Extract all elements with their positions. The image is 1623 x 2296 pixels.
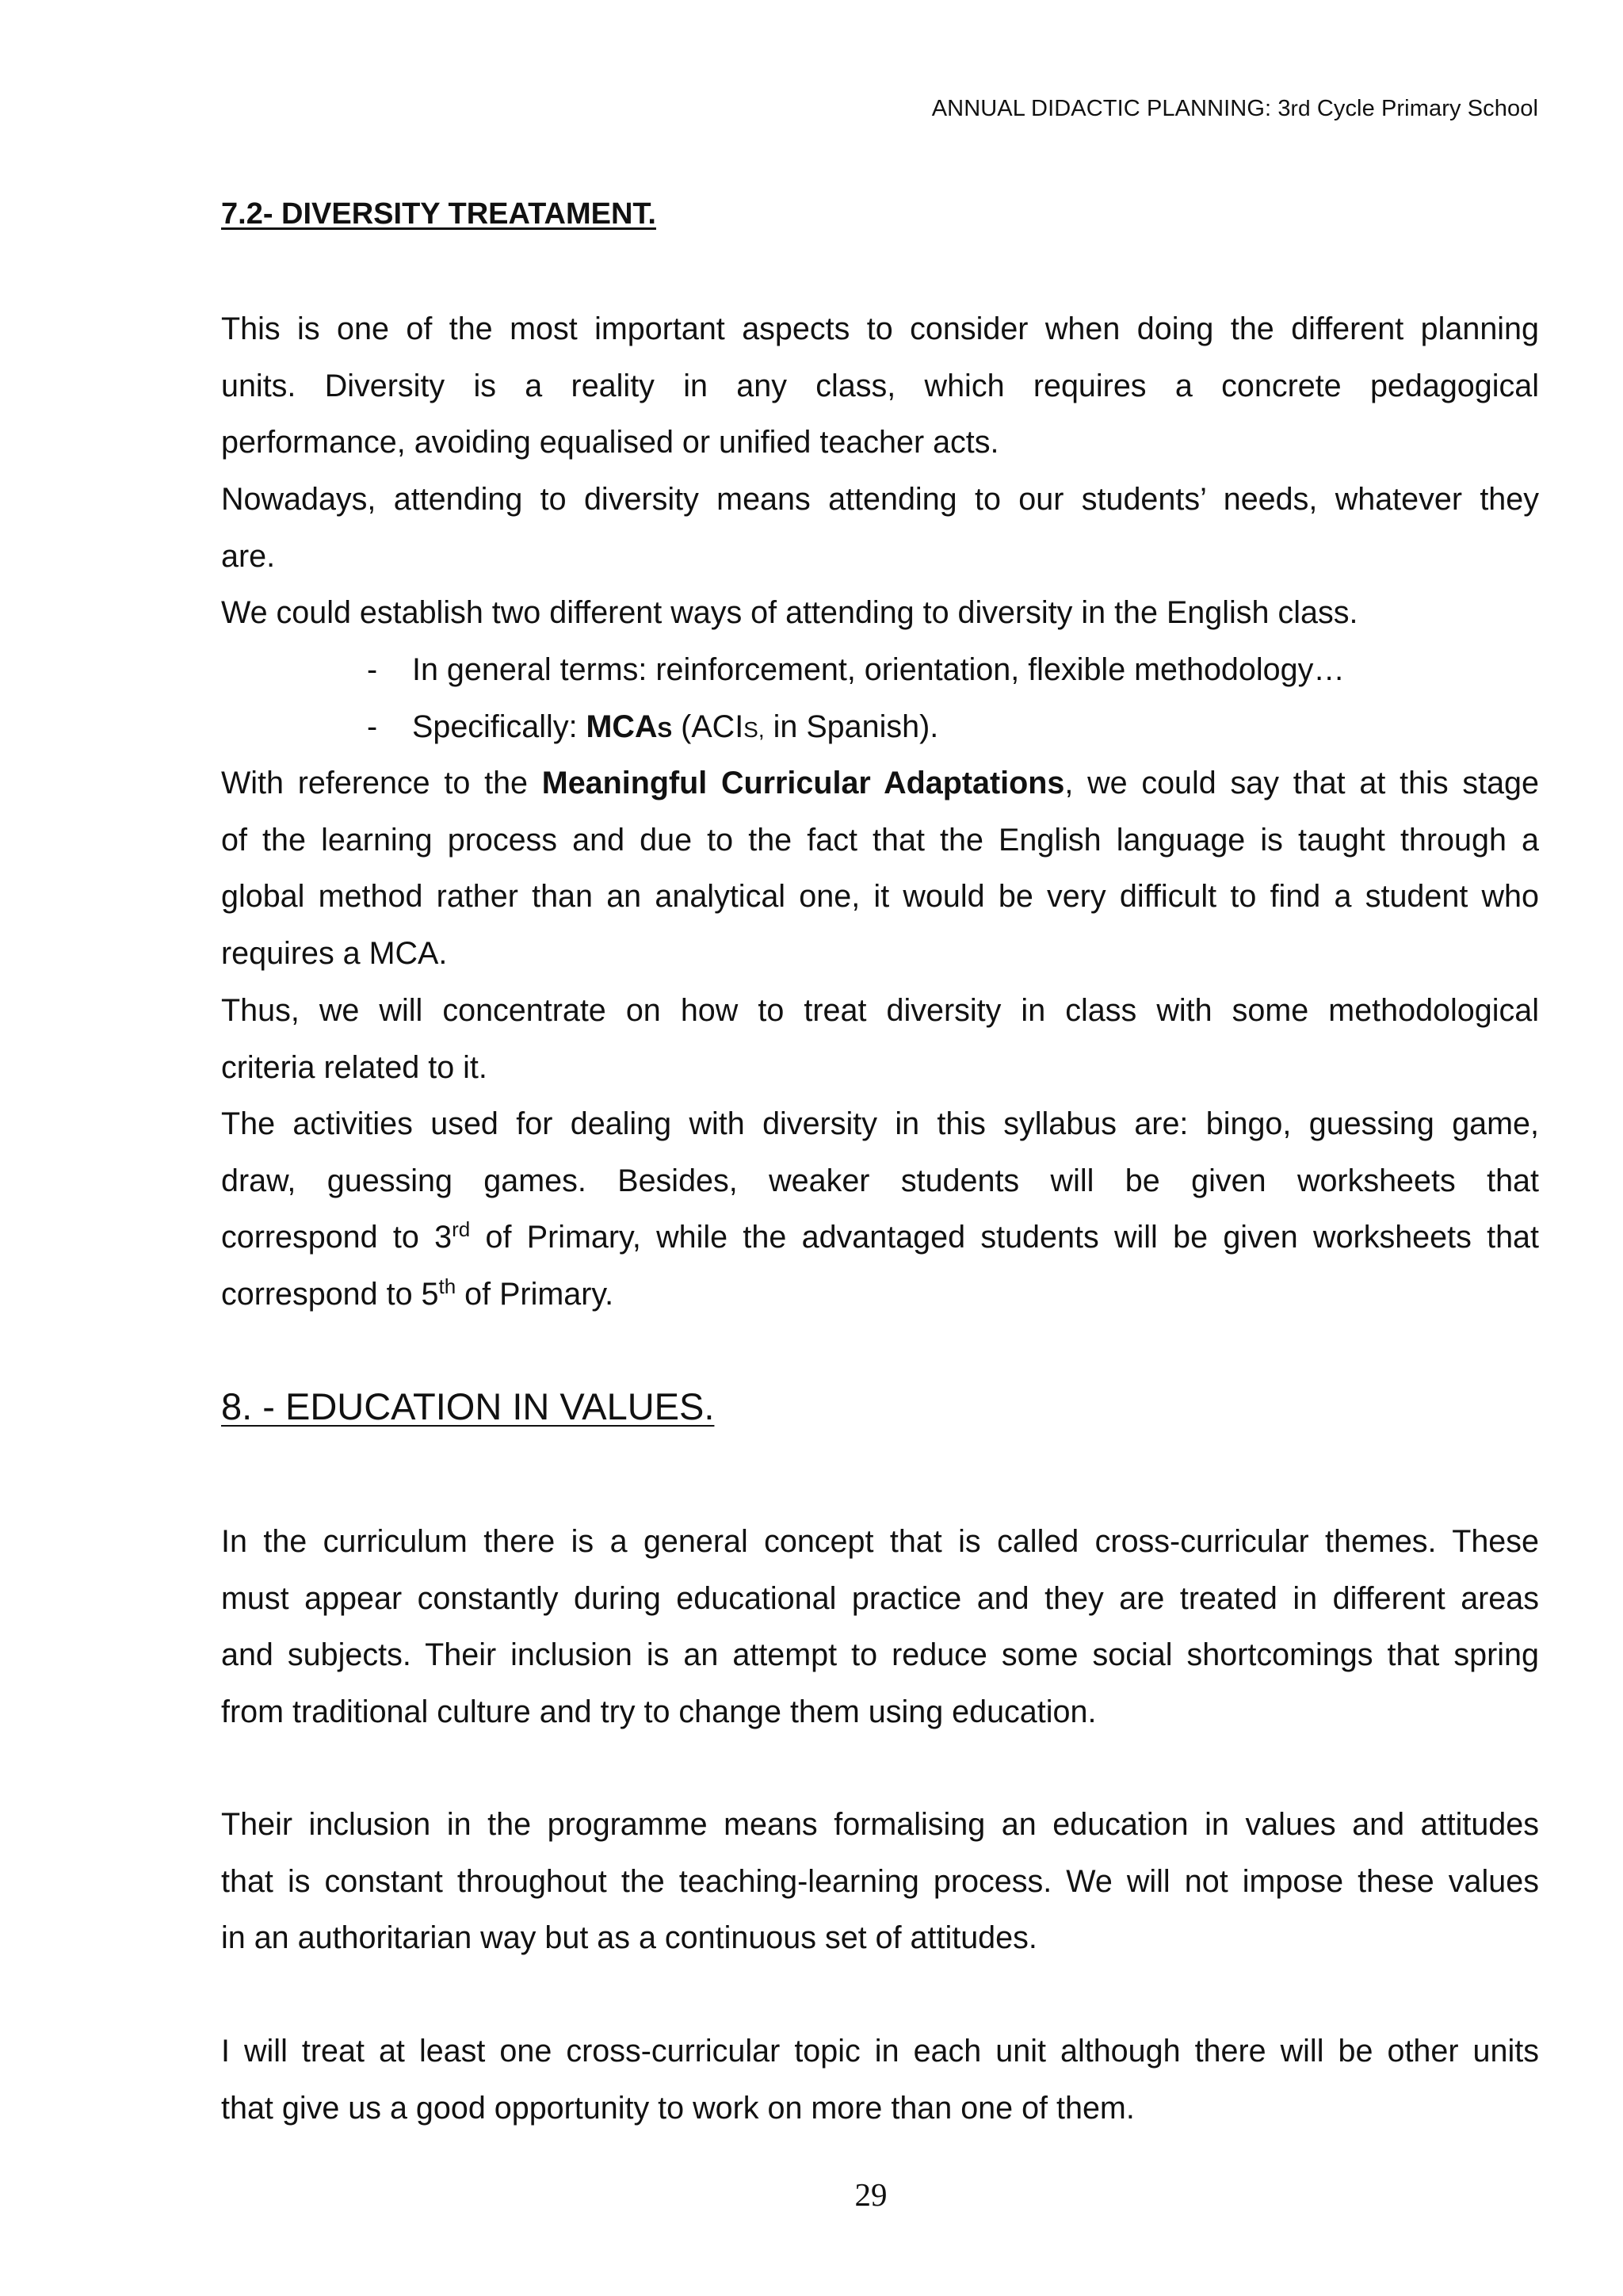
paragraph-diversity-intro (221, 301, 1539, 472)
header-title: ANNUAL DIDACTIC PLANNING: 3 (931, 96, 1291, 121)
bold-mca: MCA (586, 709, 658, 744)
text-line: Nowadays, attending to diversity means attending to our students’ needs, whatever they (221, 482, 1539, 517)
paragraph-thus (221, 983, 1539, 1096)
bullet-dash: - (367, 652, 378, 687)
text-line: global method rather than an analytical one, it would be very difficult to find a student who (221, 879, 1539, 915)
text-line: from traditional culture and try to change them using education. (221, 1694, 1097, 1730)
text-run: correspond to 3 (221, 1220, 453, 1255)
paragraph-curriculum (221, 1514, 1539, 1741)
header-title-rd: rd (1290, 96, 1311, 120)
text-line: draw, guessing games. Besides, weaker students will be given worksheets that (221, 1163, 1539, 1198)
bold-mca-term: Meaningful Curricular Adaptations (541, 766, 1065, 800)
header-title-tail: Cycle Primary School (1310, 96, 1538, 121)
paragraph-activities (221, 1096, 1539, 1324)
list-item-text: in Spanish). (764, 709, 939, 744)
text-line: requires a MCA. (221, 936, 448, 972)
list-item-text: (ACI (672, 709, 744, 744)
paragraph-inclusion (221, 1797, 1539, 1967)
text-line: of the learning process and due to the fact that the English language is taught through a (221, 822, 1539, 858)
bold-mca-suffix: S (657, 717, 673, 742)
section-heading-values: 8. - EDUCATION IN VALUES. (221, 1385, 715, 1427)
text-line: We could establish two different ways of attending to diversity in the English class. (221, 595, 1358, 630)
paragraph-two-ways (221, 585, 1539, 642)
text-line (221, 755, 1539, 812)
list-item-small: S, (743, 717, 765, 742)
bullet-dash: - (367, 709, 378, 744)
paragraph-cross-curricular (221, 2023, 1539, 2137)
text-line: criteria related to it. (221, 1049, 487, 1085)
text-run: of Primary. (456, 1277, 614, 1312)
list-item-text: Specifically: (412, 709, 586, 744)
text-line: are. (221, 538, 276, 574)
text-line: Thus, we will concentrate on how to treat diversity in class with some methodological (221, 993, 1539, 1028)
list-item-text: In general terms: reinforcement, orientation, flexible methodology… (412, 652, 1345, 687)
text-line: The activities used for dealing with diversity in this syllabus are: bingo, guessing game, (221, 1106, 1539, 1141)
section-heading-diversity: 7.2- DIVERSITY TREATAMENT. (221, 197, 656, 231)
text-line: that give us a good opportunity to work on more than one of them. (221, 2090, 1135, 2126)
text-line (221, 1266, 1539, 1324)
text-line: This is one of the most important aspects to consider when doing the different planning (221, 311, 1539, 346)
running-header (932, 96, 1538, 122)
text-line: that is constant throughout the teaching-learning process. We will not impose these values (221, 1863, 1539, 1899)
text-line: I will treat at least one cross-curricular topic in each unit although there will be other units (221, 2034, 1539, 2069)
text-line: and subjects. Their inclusion is an attempt to reduce some social shortcomings that spring (221, 1637, 1539, 1673)
text-run: , we could say that at this stage (1064, 766, 1539, 800)
text-line: In the curriculum there is a general concept that is called cross-curricular themes. These (221, 1524, 1539, 1559)
paragraph-mca (221, 755, 1539, 983)
text-line: performance, avoiding equalised or unified teacher acts. (221, 425, 999, 460)
text-run: of Primary, while the advantaged students will be given worksheets that (470, 1220, 1539, 1255)
page-number: 29 (854, 2176, 888, 2213)
superscript: th (438, 1274, 456, 1298)
list-item-specifically (367, 699, 938, 758)
text-line (221, 1209, 1539, 1266)
text-run: With reference to the (221, 766, 542, 800)
text-run: correspond to 5 (221, 1277, 439, 1312)
text-line: in an authoritarian way but as a continuous set of attitudes. (221, 1920, 1037, 1956)
text-line: Their inclusion in the programme means formalising an education in values and attitudes (221, 1807, 1539, 1842)
text-line: units. Diversity is a reality in any class, which requires a concrete pedagogical (221, 368, 1539, 403)
list-item-general-terms (367, 642, 1345, 699)
superscript: rd (452, 1217, 471, 1242)
paragraph-diversity-needs (221, 472, 1539, 585)
text-line: must appear constantly during educational practice and they are treated in different areas (221, 1580, 1539, 1616)
